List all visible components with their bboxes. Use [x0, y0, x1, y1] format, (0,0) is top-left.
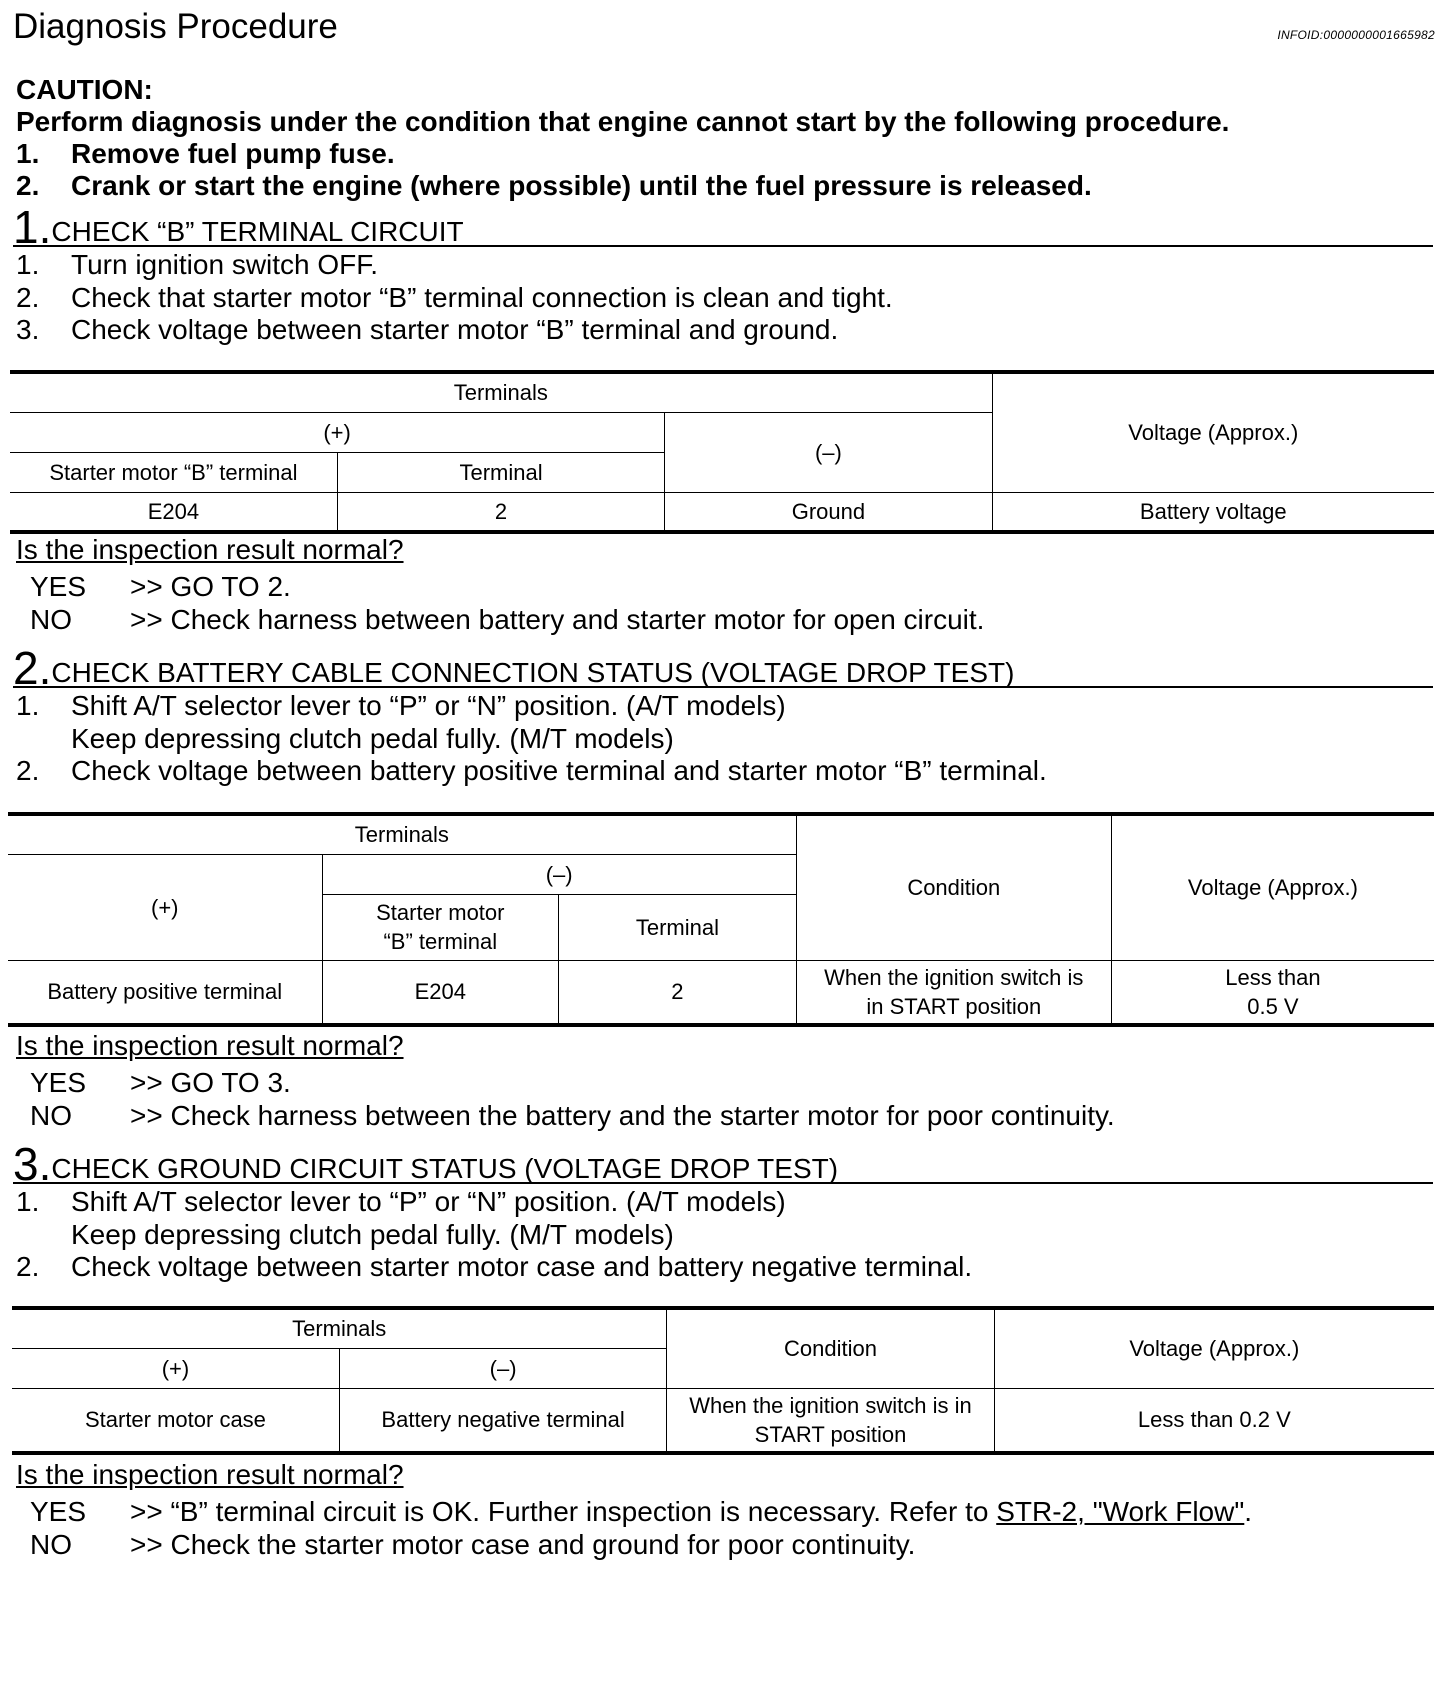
step-3-table — [12, 1306, 1434, 1455]
no-text: >> Check the starter motor case and ground for poor continuity. — [130, 1528, 916, 1560]
instruction-item — [16, 690, 1436, 723]
terminals-header: Terminals — [8, 814, 796, 854]
minus-cell: Battery negative terminal — [339, 1388, 666, 1453]
step-3-heading: 3.CHECK GROUND CIRCUIT STATUS (VOLTAGE DROP TEST) — [13, 1138, 839, 1190]
step-2-divider — [13, 686, 1433, 688]
instruction-number: 2. — [16, 281, 40, 313]
step-1-heading: 1.CHECK “B” TERMINAL CIRCUIT — [13, 201, 464, 253]
instruction-text: Check voltage between starter motor case and battery negative terminal. — [71, 1251, 973, 1282]
step-1-answers — [30, 571, 984, 636]
step-1-table — [10, 370, 1434, 534]
table-row — [12, 1388, 1434, 1453]
step-2-answers — [30, 1067, 1115, 1132]
step-3-answers — [30, 1496, 1252, 1561]
plus-header: (+) — [8, 854, 322, 960]
no-label: NO — [30, 1528, 72, 1560]
instruction-item — [16, 1251, 1436, 1284]
instruction-number: 1. — [16, 690, 40, 721]
instruction-text: Keep depressing clutch pedal fully. (M/T models) — [71, 722, 674, 754]
caution-item-number: 1. — [16, 138, 40, 169]
yes-text: >> GO TO 2. — [130, 571, 291, 602]
voltage-cell: Battery voltage — [992, 492, 1434, 532]
yes-label: YES — [30, 1067, 87, 1098]
step-3-divider — [13, 1182, 1433, 1184]
step-2-instructions — [16, 690, 1436, 788]
page-title: Diagnosis Procedure — [13, 7, 338, 46]
instruction-text: Check that starter motor “B” terminal connection is clean and tight. — [71, 281, 893, 313]
answer-yes — [30, 1067, 1115, 1100]
step-1-divider — [13, 245, 1433, 247]
caution-block — [16, 74, 1436, 202]
instruction-number: 2. — [16, 1251, 40, 1282]
caution-item-number: 2. — [16, 170, 40, 201]
condition-cell — [796, 960, 1111, 1025]
answer-yes — [30, 1496, 1252, 1529]
caution-item-text: Remove fuel pump fuse. — [71, 138, 395, 169]
condition-line-1: When the ignition switch is — [824, 964, 1084, 990]
condition-header: Condition — [796, 814, 1111, 960]
terminal-header: Terminal — [337, 452, 664, 492]
instruction-number: 3. — [16, 314, 40, 345]
condition-line-2: in START position — [866, 993, 1042, 1019]
step-2-number: 2 — [13, 642, 39, 694]
yes-label: YES — [30, 1496, 87, 1527]
step-3-number: 3 — [13, 1138, 39, 1190]
yes-label: YES — [30, 571, 87, 602]
yes-text — [130, 1496, 1252, 1529]
connector-header-line-1: Starter motor — [376, 900, 505, 925]
step-3-question: Is the inspection result normal? — [16, 1459, 404, 1490]
info-id: INFOID:0000000001665982 — [1277, 28, 1435, 42]
caution-label: CAUTION: — [16, 74, 153, 105]
step-3-instructions — [16, 1186, 1436, 1284]
voltage-cell — [1111, 960, 1434, 1025]
condition-line-1: When the ignition switch is in — [689, 1392, 972, 1418]
minus-cell: Ground — [665, 492, 992, 532]
table-row — [8, 960, 1434, 1025]
step-1-title: CHECK “B” TERMINAL CIRCUIT — [51, 216, 464, 247]
instruction-number — [16, 723, 71, 756]
caution-item-text: Crank or start the engine (where possible) until the fuel pressure is released. — [71, 170, 1092, 201]
instruction-text: Shift A/T selector lever to “P” or “N” position. (A/T models) — [71, 690, 786, 721]
condition-header: Condition — [667, 1308, 994, 1388]
voltage-header: Voltage (Approx.) — [992, 372, 1434, 492]
instruction-item — [16, 755, 1436, 788]
caution-intro: Perform diagnosis under the condition that engine cannot start by the following procedure. — [16, 106, 1230, 137]
no-label: NO — [30, 1099, 72, 1131]
plus-header: (+) — [12, 1348, 339, 1388]
step-1-question: Is the inspection result normal? — [16, 534, 404, 565]
instruction-item — [16, 282, 1436, 315]
connector-cell: E204 — [10, 492, 337, 532]
terminal-cell: 2 — [337, 492, 664, 532]
terminals-header: Terminals — [12, 1308, 667, 1348]
connector-header-line-2: “B” terminal — [383, 929, 498, 954]
instruction-text: Turn ignition switch OFF. — [71, 249, 379, 280]
instruction-text: Check voltage between starter motor “B” terminal and ground. — [71, 314, 839, 345]
answer-yes — [30, 571, 984, 604]
step-2-table — [8, 812, 1434, 1027]
minus-header: (–) — [665, 412, 992, 492]
table-row — [10, 492, 1434, 532]
step-3-title: CHECK GROUND CIRCUIT STATUS (VOLTAGE DROP TEST) — [51, 1153, 839, 1184]
minus-header: (–) — [339, 1348, 666, 1388]
caution-item — [16, 138, 1436, 170]
instruction-number: 1. — [16, 249, 40, 280]
connector-header: Starter motor “B” terminal — [10, 452, 337, 492]
work-flow-link[interactable]: STR-2, "Work Flow" — [996, 1496, 1245, 1527]
connector-cell: E204 — [322, 960, 559, 1025]
yes-text-after: . — [1244, 1496, 1253, 1527]
minus-header: (–) — [322, 854, 796, 894]
voltage-line-1: Less than — [1225, 964, 1321, 990]
answer-no — [30, 1100, 1115, 1133]
no-text: >> Check harness between battery and starter motor for open circuit. — [130, 603, 985, 635]
terminal-cell: 2 — [559, 960, 797, 1025]
instruction-item — [16, 723, 1436, 756]
instruction-number: 2. — [16, 755, 40, 786]
step-1-instructions — [16, 249, 1436, 347]
instruction-number — [16, 1219, 71, 1252]
voltage-header: Voltage (Approx.) — [994, 1308, 1434, 1388]
instruction-item — [16, 1186, 1436, 1219]
step-2-heading: 2.CHECK BATTERY CABLE CONNECTION STATUS (VOLTAGE DROP TEST) — [13, 642, 1015, 694]
yes-text-before: >> “B” terminal circuit is OK. Further inspection is necessary. Refer to — [130, 1496, 997, 1527]
connector-header — [322, 894, 559, 960]
instruction-text: Check voltage between battery positive terminal and starter motor “B” terminal. — [71, 755, 1047, 786]
step-2-title: CHECK BATTERY CABLE CONNECTION STATUS (VOLTAGE DROP TEST) — [51, 657, 1015, 688]
plus-cell: Starter motor case — [12, 1388, 339, 1453]
voltage-header: Voltage (Approx.) — [1111, 814, 1434, 960]
plus-header: (+) — [10, 412, 665, 452]
caution-item — [16, 170, 1436, 202]
no-text: >> Check harness between the battery and the starter motor for poor continuity. — [130, 1099, 1115, 1131]
answer-no — [30, 1529, 1252, 1562]
terminals-header: Terminals — [10, 372, 992, 412]
terminal-header: Terminal — [559, 894, 797, 960]
condition-cell — [667, 1388, 994, 1453]
instruction-number: 1. — [16, 1186, 40, 1217]
instruction-text: Keep depressing clutch pedal fully. (M/T models) — [71, 1218, 674, 1250]
voltage-line-2: 0.5 V — [1247, 993, 1299, 1019]
instruction-item — [16, 249, 1436, 282]
answer-no — [30, 604, 984, 637]
voltage-cell: Less than 0.2 V — [994, 1388, 1434, 1453]
instruction-item — [16, 314, 1436, 347]
step-2-question: Is the inspection result normal? — [16, 1030, 404, 1061]
instruction-item — [16, 1219, 1436, 1252]
condition-line-2: START position — [754, 1421, 907, 1447]
no-label: NO — [30, 603, 72, 635]
plus-cell: Battery positive terminal — [8, 960, 322, 1025]
instruction-text: Shift A/T selector lever to “P” or “N” position. (A/T models) — [71, 1186, 786, 1217]
yes-text: >> GO TO 3. — [130, 1067, 291, 1098]
step-1-number: 1 — [13, 201, 39, 253]
